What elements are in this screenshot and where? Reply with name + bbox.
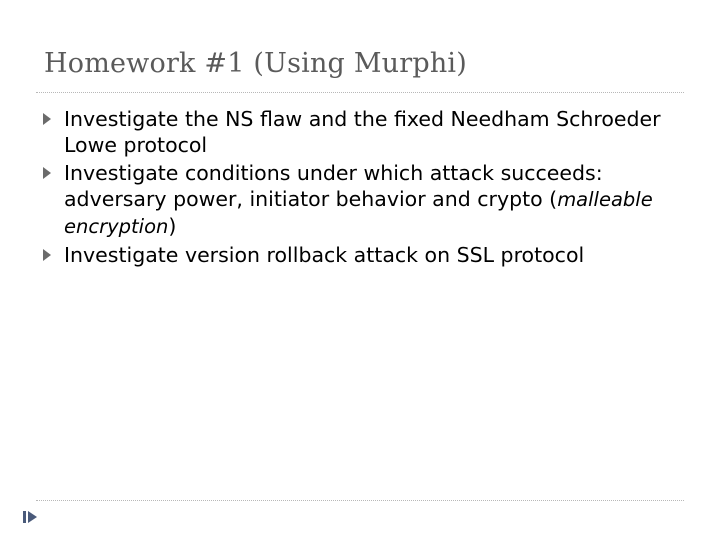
bullet-list — [40, 106, 690, 270]
bullet-item — [40, 160, 690, 240]
bullet-text-before: Investigate conditions under which attack succeeds: adversary power, initiator behavior and crypto ( — [64, 161, 603, 211]
bullet-item — [40, 242, 690, 268]
bullet-text-emphasis: malleable encryption — [64, 188, 653, 238]
bullet-triangle-icon — [43, 113, 51, 125]
title-divider — [36, 92, 684, 93]
bullet-item — [40, 106, 690, 158]
slide-title: Homework #1 (Using Murphi) — [44, 48, 468, 79]
bullet-text-after: ) — [168, 214, 177, 238]
bullet-text — [64, 161, 653, 238]
bullet-triangle-icon — [43, 167, 51, 179]
bullet-triangle-icon — [43, 249, 51, 261]
footer-divider — [36, 500, 684, 501]
bullet-text: Investigate the NS flaw and the fixed Needham Schroeder Lowe protocol — [64, 107, 661, 157]
play-end-icon[interactable] — [22, 509, 38, 525]
bullet-text: Investigate version rollback attack on SSL protocol — [64, 243, 585, 267]
